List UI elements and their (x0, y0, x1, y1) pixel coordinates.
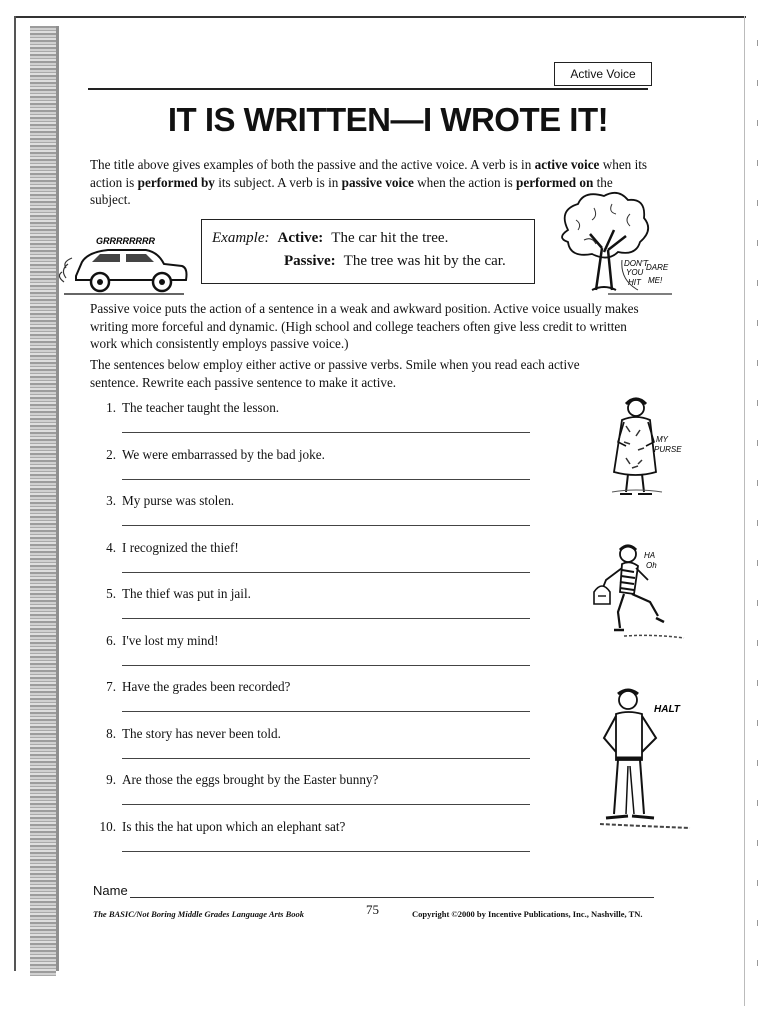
purse-speech-2: PURSE (654, 445, 682, 454)
question-item (96, 400, 536, 447)
question-item (96, 819, 536, 866)
question-item (96, 586, 536, 633)
answer-line[interactable] (122, 804, 530, 805)
answer-line[interactable] (122, 572, 530, 573)
tree-illustration (548, 190, 678, 298)
answer-line[interactable] (122, 432, 530, 433)
tree-speech-1: DON'T (624, 259, 649, 268)
question-text: I've lost my mind! (122, 632, 219, 648)
car-sound-text: GRRRRRRRR (96, 236, 155, 246)
purse-speech-1: MY (656, 435, 668, 444)
question-number: 8. (106, 725, 116, 741)
header-rule (88, 88, 648, 90)
question-number: 10. (99, 818, 116, 834)
question-number: 3. (106, 493, 116, 508)
thief-illustration (584, 540, 690, 646)
topic-tag: Active Voice (554, 62, 652, 86)
question-text: My purse was stolen. (122, 493, 235, 508)
answer-line[interactable] (122, 525, 530, 526)
officer-illustration (590, 686, 700, 832)
thief-speech-1: HA (644, 551, 656, 560)
page-border-top (14, 16, 746, 18)
question-number: 7. (106, 679, 116, 694)
scan-edge-marks (757, 40, 758, 1000)
instructions-paragraph: The sentences below employ either active or passive verbs. Smile when you read each active sentence. Rewrite each passive sentence to make it active. (90, 357, 580, 390)
name-field[interactable] (130, 897, 654, 898)
answer-line[interactable] (122, 618, 530, 619)
question-text: The thief was put in jail. (122, 586, 251, 601)
thief-speech-2: Oh (646, 561, 657, 570)
book-title: The BASIC/Not Boring Middle Grades Language Arts Book (93, 909, 305, 919)
question-text: I recognized the thief! (122, 539, 239, 555)
example-box (201, 219, 535, 284)
passive-voice-paragraph: Passive voice puts the action of a sentence in a weak and awkward position. Active voice usually makes writing more forceful and dynamic. (High school and college teachers often give less credit to written work which consistently employs passive voice.) (90, 301, 639, 351)
question-item (96, 447, 536, 494)
page-right-edge (744, 16, 745, 1006)
answer-line[interactable] (122, 665, 530, 666)
question-text: We were embarrassed by the bad joke. (122, 446, 325, 462)
question-item (96, 540, 536, 587)
tree-speech-4: HIT (628, 278, 641, 287)
question-number: 1. (106, 400, 116, 415)
page-number: 75 (366, 902, 379, 917)
woman-illustration (596, 396, 686, 496)
tree-speech-2: YOU (626, 268, 644, 277)
question-number: 5. (106, 586, 116, 601)
example-passive-row: Passive: The tree was hit by the car. (284, 253, 506, 269)
tree-speech-3: DARE (646, 263, 669, 272)
answer-line[interactable] (122, 758, 530, 759)
question-item (96, 493, 536, 540)
question-text: Are those the eggs brought by the Easter bunny? (122, 772, 379, 787)
name-label: Name (93, 883, 128, 898)
question-item (96, 633, 536, 680)
question-number: 4. (106, 539, 116, 555)
question-item (96, 679, 536, 726)
question-item (96, 726, 536, 773)
example-active-row: Example: Active: The car hit the tree. (212, 230, 449, 246)
question-item (96, 772, 536, 819)
question-list (96, 400, 536, 865)
question-text: The teacher taught the lesson. (122, 400, 280, 415)
page-border-left (14, 16, 16, 971)
page-title: IT IS WRITTEN—I WROTE IT! (167, 101, 609, 138)
question-text: The story has never been told. (122, 725, 281, 741)
question-text: Is this the hat upon which an elephant sat? (122, 818, 346, 834)
question-number: 9. (106, 772, 116, 787)
binding-edge (56, 26, 59, 971)
question-text: Have the grades been recorded? (122, 679, 291, 694)
question-number: 2. (106, 446, 116, 462)
police-speech: HALT (654, 704, 680, 715)
answer-line[interactable] (122, 711, 530, 712)
intro-paragraph: The title above gives examples of both the passive and the active voice. A verb is in active voice when its action is performed by its subject. A verb is in passive voice when the action is performed on the subject. (90, 157, 648, 207)
answer-line[interactable] (122, 479, 530, 480)
car-illustration (54, 228, 194, 302)
question-number: 6. (106, 632, 116, 648)
binding-shadow (30, 26, 56, 976)
answer-line[interactable] (122, 851, 530, 852)
tree-speech-5: ME! (648, 276, 663, 285)
copyright: Copyright ©2000 by Incentive Publications, Inc., Nashville, TN. (412, 909, 643, 919)
